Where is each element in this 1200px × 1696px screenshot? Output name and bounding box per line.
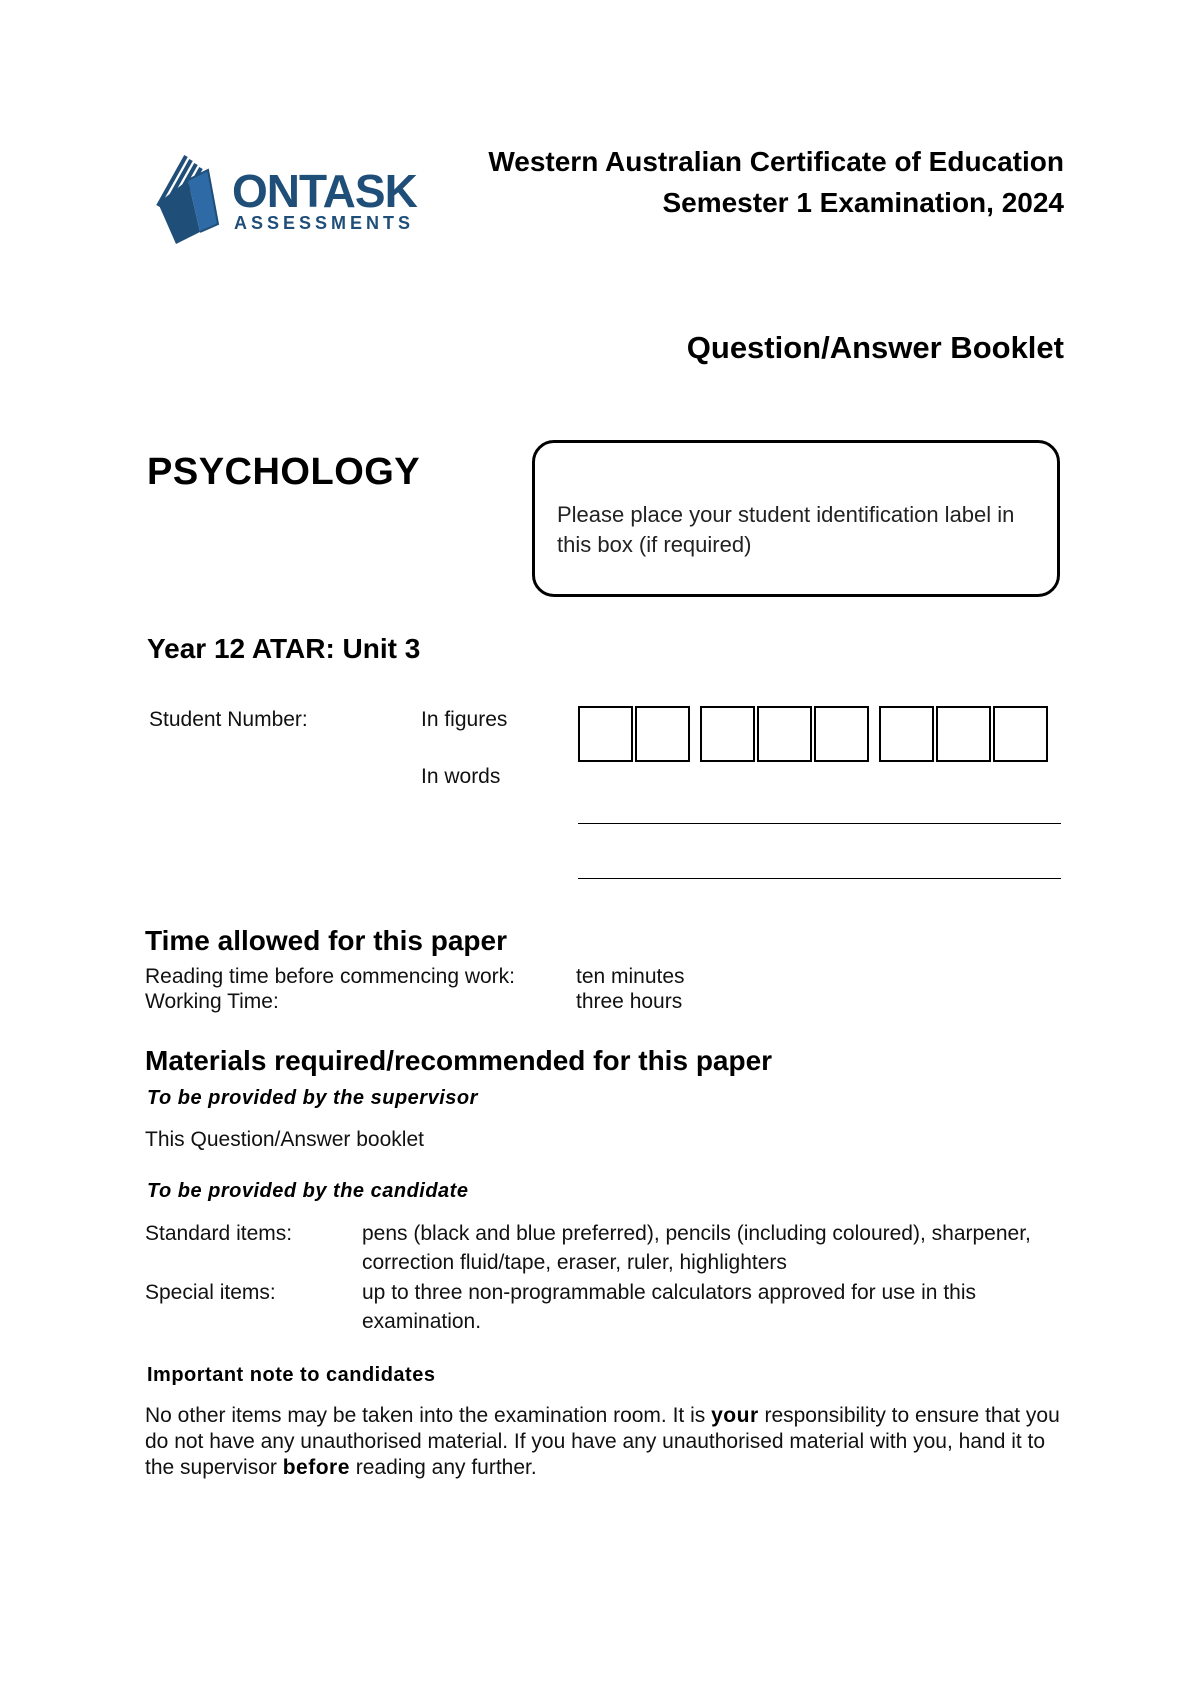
ontask-logo — [150, 148, 420, 248]
materials-heading: Materials required/recommended for this paper — [145, 1045, 773, 1076]
digit-box[interactable] — [879, 706, 934, 762]
time-allowed-heading: Time allowed for this paper — [145, 925, 508, 956]
note-emphasis-your: your — [711, 1404, 759, 1427]
supervisor-item: This Question/Answer booklet — [145, 1128, 424, 1151]
note-text-part: reading any further. — [349, 1456, 537, 1479]
important-note-text — [145, 1403, 1065, 1481]
in-words-line[interactable] — [578, 878, 1061, 879]
year-unit-heading: Year 12 ATAR: Unit 3 — [147, 633, 421, 664]
standard-items-value: pens (black and blue preferred), pencils (including coloured), sharpener, correction fluid/tape, eraser, ruler, highlighters — [362, 1222, 1031, 1274]
digit-box[interactable] — [578, 706, 633, 762]
note-text-part: responsibility to ensure that you do not have any unauthorised material. If you have any unauthorised material with you, hand it to the supervisor — [145, 1404, 1060, 1479]
subject-title: PSYCHOLOGY — [147, 451, 421, 493]
logo-book-icon — [150, 148, 234, 248]
digit-group — [700, 706, 869, 764]
booklet-title: Question/Answer Booklet — [686, 330, 1064, 365]
exam-title: Semester 1 Examination, 2024 — [662, 187, 1064, 218]
label-box-instruction: Please place your student identification label in this box (if required) — [557, 502, 1015, 557]
supervisor-subheading: To be provided by the supervisor — [147, 1087, 478, 1109]
working-time-label: Working Time: — [145, 990, 279, 1013]
digit-box[interactable] — [814, 706, 869, 762]
standard-items-label: Standard items: — [145, 1222, 293, 1245]
reading-time-label: Reading time before commencing work: — [145, 965, 516, 988]
digit-box[interactable] — [993, 706, 1048, 762]
reading-time-value: ten minutes — [576, 965, 685, 988]
student-id-label-box — [532, 440, 1060, 597]
in-words-line[interactable] — [578, 823, 1061, 824]
in-words-label: In words — [421, 765, 501, 788]
digit-box[interactable] — [635, 706, 690, 762]
digit-box[interactable] — [936, 706, 991, 762]
logo-brand-sub: ASSESSMENTS — [234, 213, 415, 233]
digit-group — [578, 706, 690, 764]
digit-box[interactable] — [700, 706, 755, 762]
certificate-title: Western Australian Certificate of Education — [488, 146, 1064, 177]
note-emphasis-before: before — [282, 1456, 350, 1479]
special-items-label: Special items: — [145, 1281, 276, 1304]
working-time-value: three hours — [576, 990, 683, 1013]
student-number-label: Student Number: — [149, 708, 308, 731]
digit-box[interactable] — [757, 706, 812, 762]
student-number-boxes — [578, 706, 1048, 764]
note-text-part: No other items may be taken into the examination room. It is — [145, 1404, 712, 1427]
logo-brand-main: ONTASK — [232, 165, 417, 217]
digit-group — [879, 706, 1048, 764]
special-items-value: up to three non-programmable calculators approved for use in this examination. — [362, 1281, 977, 1333]
important-note-heading: Important note to candidates — [147, 1364, 436, 1386]
candidate-subheading: To be provided by the candidate — [147, 1180, 469, 1202]
in-figures-label: In figures — [421, 708, 508, 731]
